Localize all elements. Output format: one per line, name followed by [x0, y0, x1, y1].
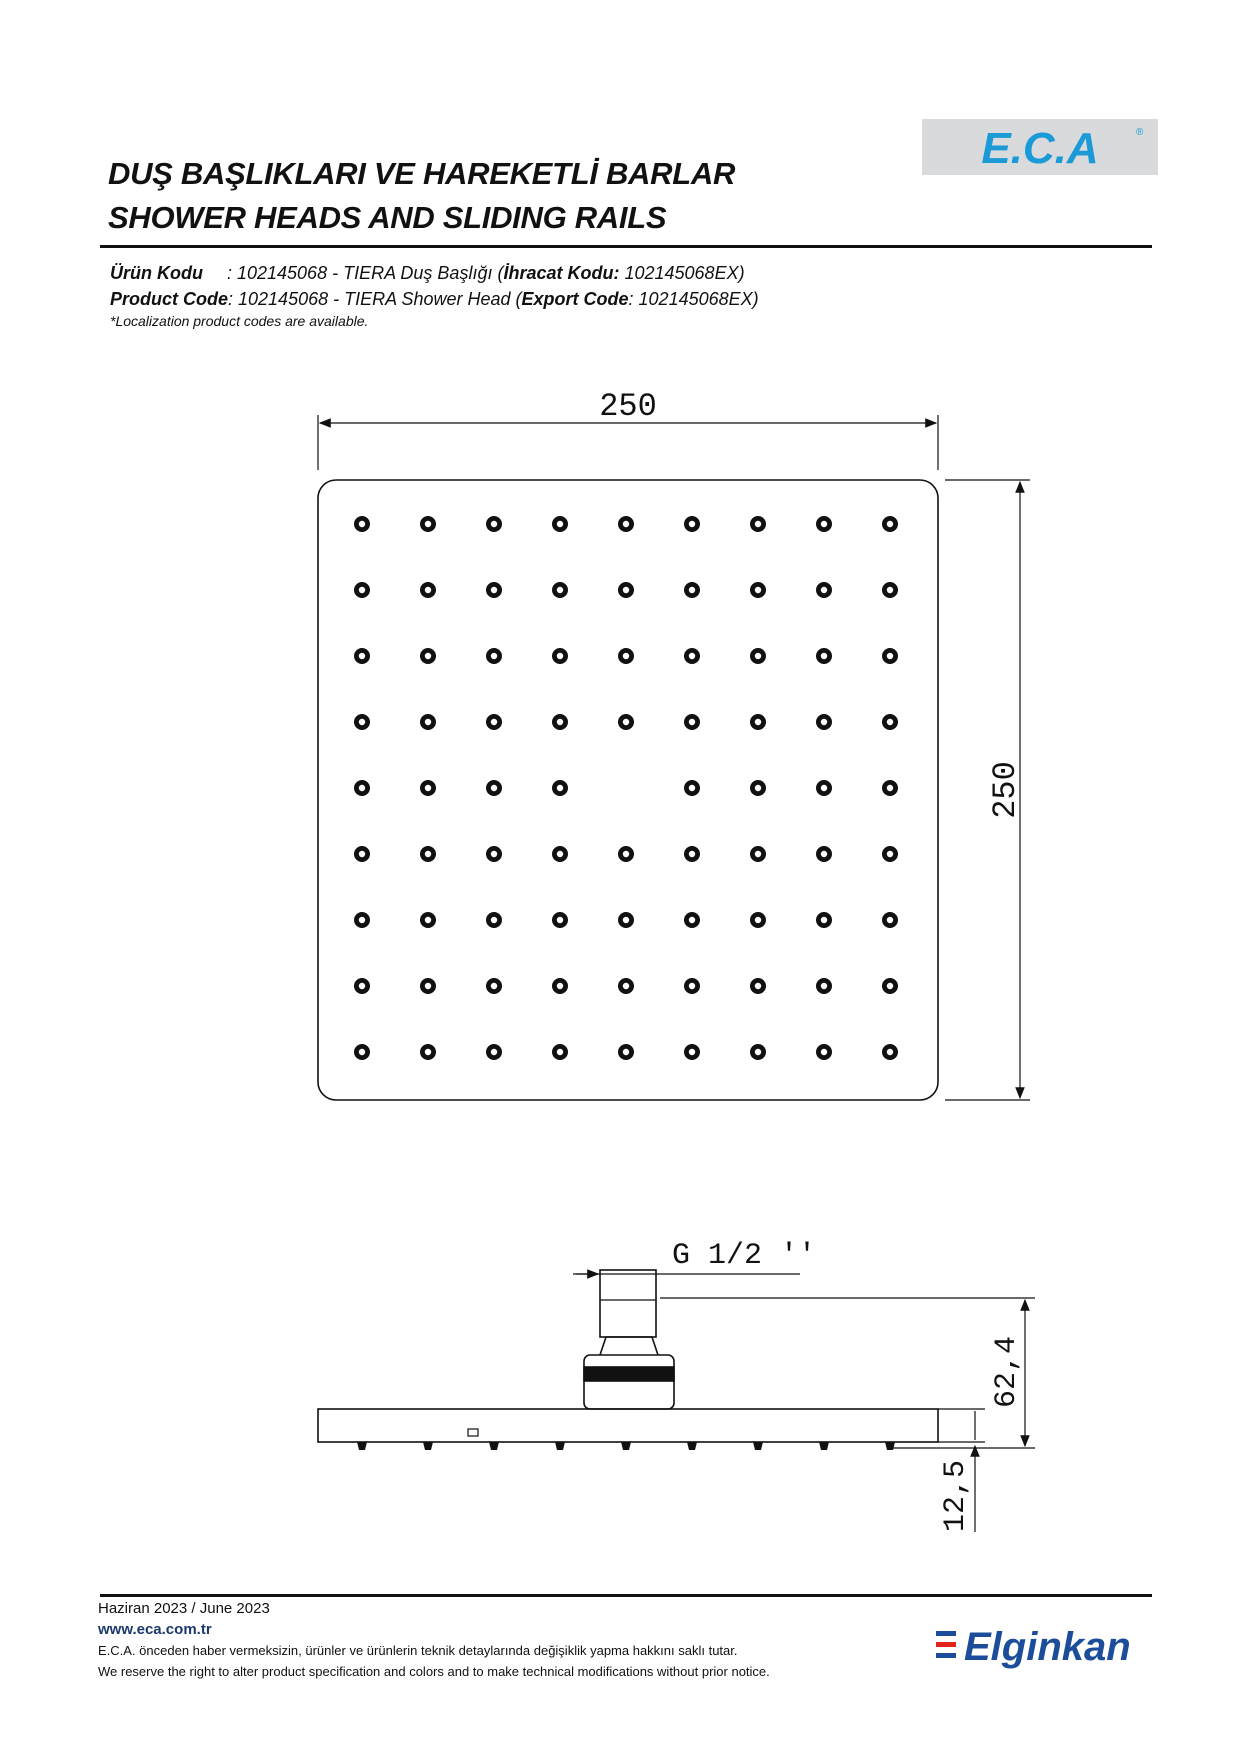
nozzle-hole: [755, 851, 761, 857]
nozzle-hole: [491, 587, 497, 593]
nozzle-hole: [689, 917, 695, 923]
thread-connector: [600, 1270, 656, 1337]
nozzle-hole: [623, 1049, 629, 1055]
nozzle-hole: [755, 983, 761, 989]
elginkan-bar-3: [936, 1653, 956, 1658]
nozzle-hole: [623, 983, 629, 989]
nozzle-hole: [425, 587, 431, 593]
nozzle-hole: [689, 653, 695, 659]
footer-rule: [100, 1594, 1152, 1597]
nozzle-hole: [623, 521, 629, 527]
nozzle-hole: [887, 917, 893, 923]
nozzle-hole: [755, 785, 761, 791]
side-nozzle-2: [423, 1442, 433, 1450]
swivel-neck: [600, 1337, 658, 1355]
nozzle-hole: [623, 917, 629, 923]
nozzle-hole: [755, 917, 761, 923]
nozzle-hole: [557, 521, 563, 527]
nozzle-grid: [354, 516, 898, 1060]
nozzle-hole: [491, 851, 497, 857]
nozzle-hole: [359, 851, 365, 857]
nozzle-hole: [491, 785, 497, 791]
elginkan-bar-1: [936, 1631, 956, 1636]
nozzle-hole: [755, 719, 761, 725]
nozzle-hole: [491, 983, 497, 989]
footer-notice-en: We reserve the right to alter product specification and colors and to make technical modifications without prior notice.: [98, 1664, 770, 1679]
nozzle-hole: [557, 719, 563, 725]
nozzle-hole: [887, 719, 893, 725]
export-code-label-en: Export Code: [521, 289, 629, 309]
nozzle-hole: [359, 983, 365, 989]
swivel-body: [584, 1355, 674, 1409]
nozzle-hole: [491, 653, 497, 659]
side-nozzles: [357, 1442, 895, 1450]
nozzle-hole: [689, 851, 695, 857]
nozzle-hole: [623, 719, 629, 725]
nozzle-hole: [821, 983, 827, 989]
product-code-label-tr: Ürün Kodu: [110, 263, 203, 283]
top-height-label: 250: [987, 761, 1024, 819]
nozzle-hole: [557, 587, 563, 593]
nozzle-hole: [491, 917, 497, 923]
side-nozzle-4: [555, 1442, 565, 1450]
nozzle-hole: [755, 587, 761, 593]
title-turkish: DUŞ BAŞLIKLARI VE HAREKETLİ BARLAR: [108, 156, 736, 191]
side-slot: [468, 1429, 478, 1436]
nozzle-hole: [359, 587, 365, 593]
nozzle-hole: [359, 653, 365, 659]
product-code-value-tr: : 102145068 - TIERA Duş Başlığı (: [226, 263, 504, 283]
nozzle-hole: [557, 851, 563, 857]
nozzle-hole: [689, 587, 695, 593]
nozzle-hole: [755, 653, 761, 659]
footer-website-link[interactable]: www.eca.com.tr: [98, 1621, 212, 1638]
elginkan-logo: [936, 1618, 1156, 1674]
nozzle-hole: [887, 851, 893, 857]
shower-plate-outline: [318, 480, 938, 1100]
nozzle-hole: [359, 521, 365, 527]
nozzle-hole: [689, 1049, 695, 1055]
nozzle-hole: [887, 983, 893, 989]
product-code-value-en: : 102145068 - TIERA Shower Head (: [228, 289, 522, 309]
elginkan-bar-2: [936, 1642, 956, 1647]
nozzle-hole: [755, 1049, 761, 1055]
nozzle-hole: [557, 983, 563, 989]
nozzle-hole: [557, 917, 563, 923]
nozzle-height-label: 12,5: [939, 1459, 973, 1533]
nozzle-hole: [821, 521, 827, 527]
side-nozzle-5: [621, 1442, 631, 1450]
nozzle-hole: [623, 653, 629, 659]
nozzle-hole: [359, 719, 365, 725]
nozzle-hole: [557, 653, 563, 659]
nozzle-hole: [887, 785, 893, 791]
nozzle-hole: [425, 851, 431, 857]
nozzle-hole: [491, 719, 497, 725]
title-english: SHOWER HEADS AND SLIDING RAILS: [108, 200, 667, 235]
top-width-label: 250: [599, 388, 657, 425]
nozzle-hole: [689, 983, 695, 989]
nozzle-hole: [821, 719, 827, 725]
side-plate: [318, 1409, 938, 1442]
nozzle-hole: [689, 521, 695, 527]
product-code-label-en: Product Code: [110, 289, 229, 309]
footer-date: Haziran 2023 / June 2023: [98, 1600, 270, 1617]
nozzle-hole: [887, 587, 893, 593]
nozzle-hole: [425, 521, 431, 527]
nozzle-hole: [821, 587, 827, 593]
nozzle-hole: [623, 587, 629, 593]
side-nozzle-3: [489, 1442, 499, 1450]
nozzle-hole: [689, 719, 695, 725]
side-nozzle-6: [687, 1442, 697, 1450]
nozzle-hole: [359, 1049, 365, 1055]
nozzle-hole: [887, 653, 893, 659]
nozzle-hole: [623, 851, 629, 857]
nozzle-hole: [425, 719, 431, 725]
nozzle-hole: [821, 1049, 827, 1055]
eca-logo-text: E.C.A: [981, 124, 1099, 173]
nozzle-hole: [491, 1049, 497, 1055]
nozzle-hole: [425, 983, 431, 989]
nozzle-hole: [821, 917, 827, 923]
nozzle-hole: [491, 521, 497, 527]
side-view: [318, 1270, 1035, 1532]
nozzle-hole: [425, 785, 431, 791]
nozzle-hole: [557, 785, 563, 791]
side-nozzle-9: [885, 1442, 895, 1450]
swivel-band: [584, 1367, 674, 1381]
elginkan-logo-text: Elginkan: [964, 1625, 1131, 1669]
nozzle-hole: [689, 785, 695, 791]
nozzle-hole: [821, 851, 827, 857]
nozzle-hole: [359, 785, 365, 791]
nozzle-hole: [425, 1049, 431, 1055]
nozzle-hole: [755, 521, 761, 527]
nozzle-hole: [557, 1049, 563, 1055]
nozzle-hole: [359, 917, 365, 923]
footer-notice-tr: E.C.A. önceden haber vermeksizin, ürünler ve ürünlerin teknik detaylarında değişiklik yapma hakkını saklı tutar.: [98, 1643, 738, 1658]
registered-mark: ®: [1136, 127, 1144, 138]
nozzle-hole: [887, 1049, 893, 1055]
nozzle-hole: [821, 785, 827, 791]
export-code-value-tr: 102145068EX): [619, 263, 745, 283]
side-nozzle-8: [819, 1442, 829, 1450]
nozzle-hole: [887, 521, 893, 527]
thread-label: G 1/2 '': [672, 1239, 817, 1273]
export-code-value-en: : 102145068EX): [628, 289, 759, 309]
nozzle-hole: [821, 653, 827, 659]
nozzle-hole: [425, 917, 431, 923]
export-code-label-tr: İhracat Kodu:: [503, 263, 620, 283]
side-nozzle-7: [753, 1442, 763, 1450]
nozzle-hole: [425, 653, 431, 659]
localization-note: *Localization product codes are available.: [110, 313, 369, 329]
total-height-label: 62,4: [990, 1335, 1024, 1409]
side-nozzle-1: [357, 1442, 367, 1450]
